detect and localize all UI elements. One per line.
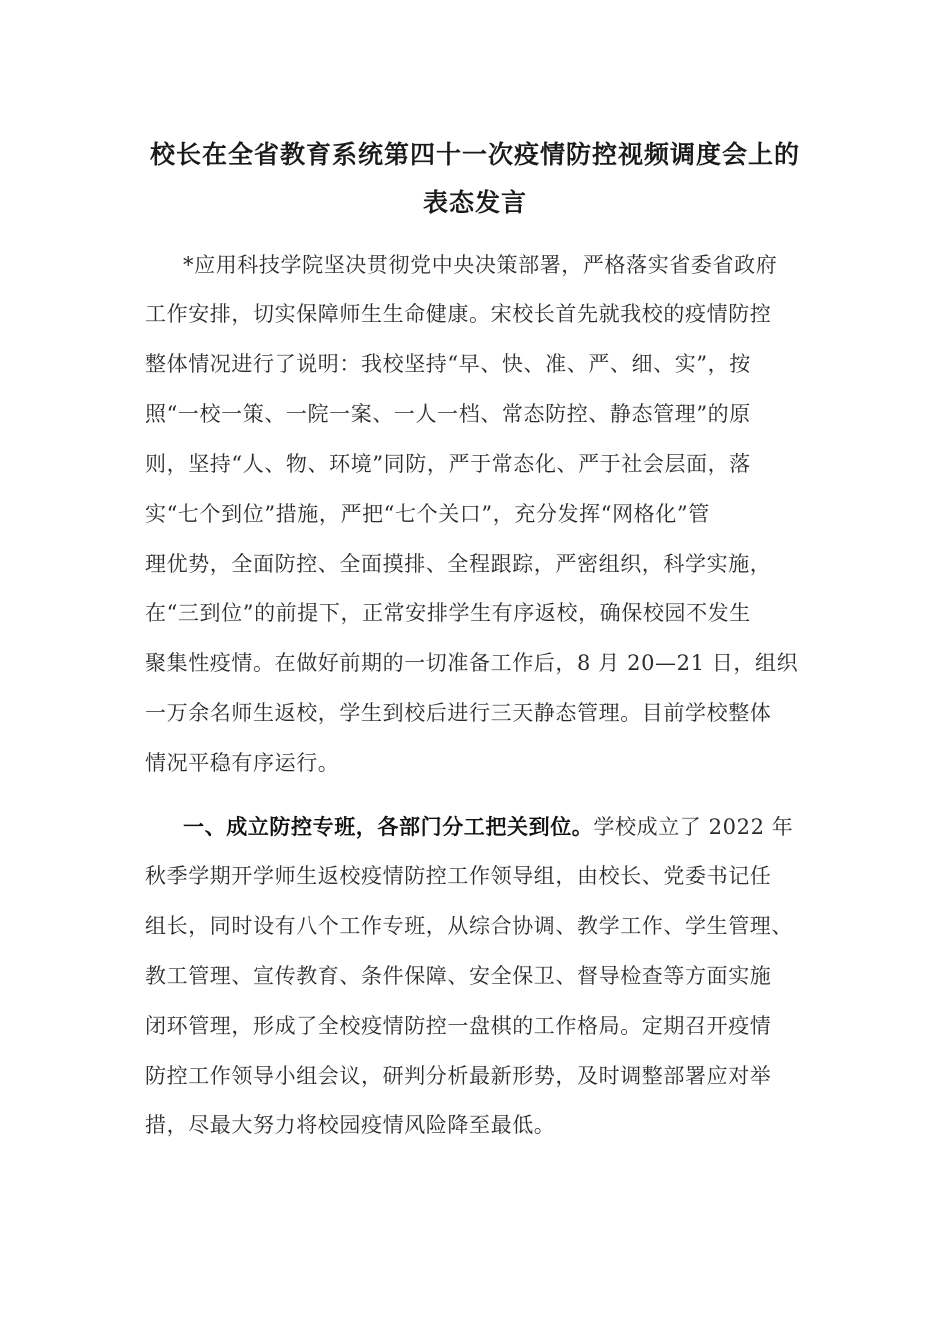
paragraph-line: 防控工作领导小组会议，研判分析最新形势，及时调整部署应对举 bbox=[145, 1064, 772, 1088]
section-1-heading: 一、成立防控专班，各部门分工把关到位。 bbox=[183, 814, 594, 839]
paragraph-line: *应用科技学院坚决贯彻党中央决策部署，严格落实省委省政府 bbox=[183, 253, 778, 277]
paragraph-line: 闭环管理，形成了全校疫情防控一盘棋的工作格局。定期召开疫情 bbox=[145, 1014, 772, 1038]
document-title-line-1: 校长在全省教育系统第四十一次疫情防控视频调度会上的 bbox=[149, 140, 800, 169]
paragraph-line: 在“三到位”的前提下，正常安排学生有序返校，确保校园不发生 bbox=[145, 601, 751, 625]
paragraph-line: 则，坚持“人、物、环境”同防，严于常态化、严于社会层面，落 bbox=[145, 452, 751, 476]
paragraph-line: 工作安排，切实保障师生生命健康。宋校长首先就我校的疫情防控 bbox=[145, 302, 772, 326]
document-title-line-2: 表态发言 bbox=[422, 188, 527, 217]
paragraph-line: 聚集性疫情。在做好前期的一切准备工作后，8 月 20—21 日，组织 bbox=[145, 651, 799, 675]
section-1-first-line-text: 学校成立了 2022 年 bbox=[593, 815, 794, 839]
paragraph-line: 教工管理、宣传教育、条件保障、安全保卫、督导检查等方面实施 bbox=[145, 964, 772, 988]
paragraph-line: 照“一校一策、一院一案、一人一档、常态防控、静态管理”的原 bbox=[145, 402, 751, 426]
paragraph-line: 理优势，全面防控、全面摸排、全程跟踪，严密组织，科学实施， bbox=[145, 552, 772, 576]
paragraph-line: 实“七个到位”措施，严把“七个关口”，充分发挥“网格化”管 bbox=[145, 502, 710, 526]
paragraph-line: 一万余名师生返校，学生到校后进行三天静态管理。目前学校整体 bbox=[145, 701, 772, 725]
paragraph-line: 组长，同时设有八个工作专班，从综合协调、教学工作、学生管理、 bbox=[145, 914, 793, 938]
paragraph-line: 秋季学期开学师生返校疫情防控工作领导组，由校长、党委书记任 bbox=[145, 864, 772, 888]
section-1-first-line bbox=[183, 812, 793, 842]
paragraph-line: 情况平稳有序运行。 bbox=[145, 751, 340, 775]
paragraph-line: 整体情况进行了说明：我校坚持“早、快、准、严、细、实”，按 bbox=[145, 352, 751, 376]
paragraph-line: 措，尽最大努力将校园疫情风险降至最低。 bbox=[145, 1113, 556, 1137]
